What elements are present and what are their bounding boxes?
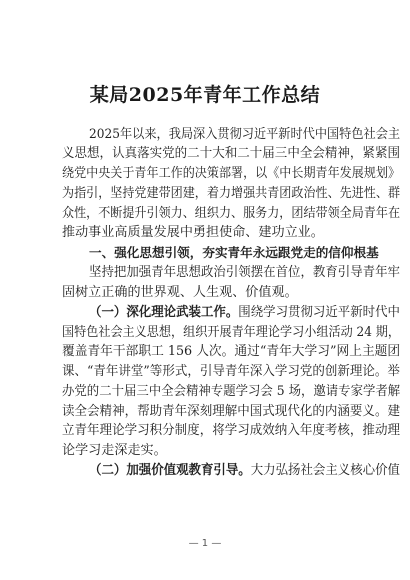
subsection-1-line-7: 立青年理论学习积分制度，将学习成效纳入年度考核，推动理 <box>62 423 400 438</box>
subsection-2-first-line <box>89 461 400 480</box>
subsection-1-line-6: 读全会精神，帮助青年深刻理解中国式现代化的内涵要义。建 <box>62 404 400 419</box>
subsection-1-heading: （一）深化理论武装工作。 <box>89 305 239 320</box>
subsection-1-line-4: 课、“青年讲堂”等形式，引导青年深入学习党的创新理论。举 <box>62 364 400 379</box>
intro-line-1: 2025年以来，我局深入贯彻习近平新时代中国特色社会主 <box>89 127 401 142</box>
section-1-line-1: 坚持把加强青年思想政治引领摆在首位，教育引导青年牢 <box>89 265 400 280</box>
subsection-1-line-2: 国特色社会主义思想，组织开展青年理论学习小组活动 24 期， <box>62 325 401 340</box>
subsection-1-line-5: 办党的二十届三中全会精神专题学习会 5 场，邀请专家学者解 <box>62 384 401 399</box>
intro-line-4: 为指引，坚持党建带团建，着力增强共青团政治性、先进性、群 <box>62 186 401 201</box>
section-1-line-2: 固树立正确的世界观、人生观、价值观。 <box>62 285 298 300</box>
subsection-2-heading: （二）加强价值观教育引导。 <box>89 463 251 478</box>
subsection-1-lead: 围绕学习贯彻习近平新时代中 <box>238 305 400 320</box>
section-1-heading: 一、强化思想引领，夯实青年永远跟党走的信仰根基 <box>89 245 379 260</box>
subsection-1-line-3: 覆盖青年干部职工 156 人次。通过“青年大学习”网上主题团 <box>62 344 401 359</box>
intro-line-5: 众性，不断提升引领力、组织力、服务力，团结带领全局青年在 <box>62 206 401 221</box>
intro-line-3: 绕党中央关于青年工作的决策部署，以《中长期青年发展规划》 <box>62 166 401 181</box>
subsection-1-line-8: 论学习走深走实。 <box>62 443 167 458</box>
subsection-2-lead: 大力弘扬社会主义核心价值 <box>250 463 400 478</box>
page-number: — 1 — <box>188 538 222 549</box>
document-title: 某局2025年青年工作总结 <box>89 84 321 106</box>
intro-line-6: 推动事业高质量发展中勇担使命、建功立业。 <box>62 225 324 240</box>
intro-line-2: 义思想，认真落实党的二十大和二十届三中全会精神，紧紧围 <box>62 146 400 161</box>
subsection-1-first-line <box>89 303 400 322</box>
